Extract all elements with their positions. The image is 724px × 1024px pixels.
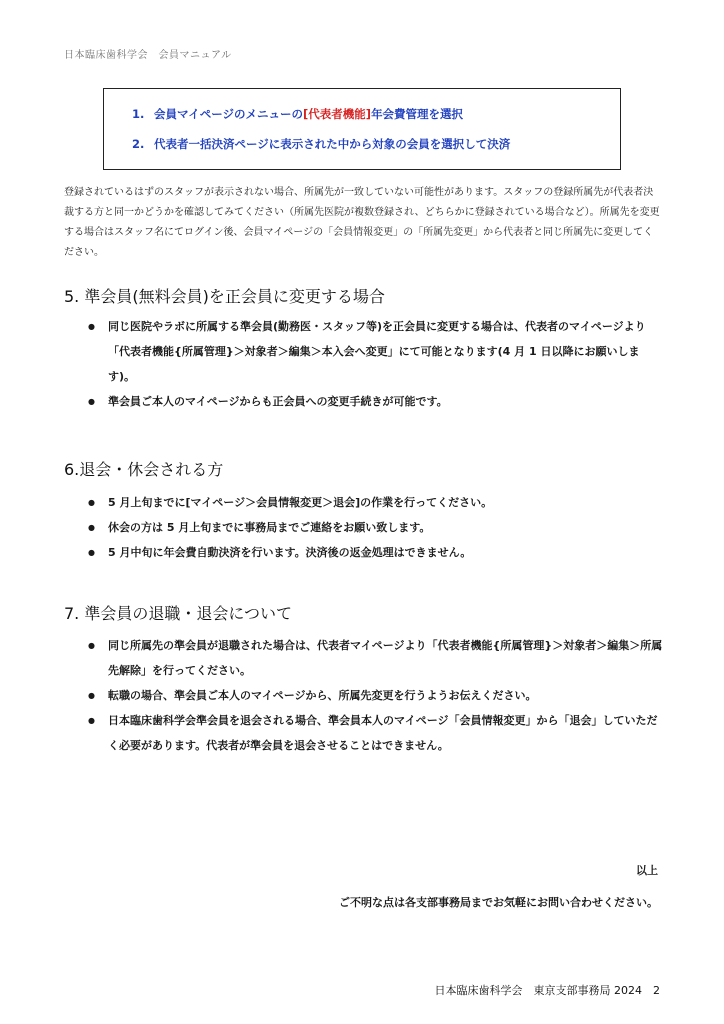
section-7-title: 7. 準会員の退職・退会について [64,604,293,623]
step-item-1 [132,106,463,122]
step-number: 2. [132,137,145,151]
section-5-title: 5. 準会員(無料会員)を正会員に変更する場合 [64,287,385,306]
closing-mark: 以上 [636,864,658,877]
section-6-list [88,490,664,565]
page-footer: 日本臨床歯科学会 東京支部事務局 2024 2 [434,984,660,997]
section-6-title: 6.退会・休会される方 [64,460,224,479]
staff-note-text: 登録されているはずのスタッフが表示されない場合、所属先が一致していない可能性があります。スタッフの登録所属先が代表者決裁する方と同一かどうかを確認してみてください（所属先医院が複数登録され、どちらかに登録されている場合など）。所属先を変更する場合はスタッフ名にてログイン後、会員マイページの「会員情報変更」の「所属先変更」から代表者と同じ所属先に変更してください。 [64,187,660,258]
step-text-highlight: [代表者機能] [303,107,372,121]
step-text: 代表者一括決済ページに表示された中から対象の会員を選択して決済 [154,137,511,151]
staff-note [64,183,660,263]
step-text-post: 年会費管理を選択 [371,107,464,121]
step-item-2 [132,136,510,152]
list-item: ● 同じ医院やラボに所属する準会員(勤務医・スタッフ等)を正会員に変更する場合は、代表者のマイページより「代表者機能{所属管理}＞対象者＞編集＞本入会へ変更」にて可能となります(4 月 1 日以降にお願いします)。 [88,314,664,389]
document-header: 日本臨床歯科学会 会員マニュアル [64,50,232,61]
list-item: ● 5 月上旬までに[マイページ＞会員情報変更＞退会]の作業を行ってください。 [88,490,664,515]
list-item: ● 同じ所属先の準会員が退職された場合は、代表者マイページより「代表者機能{所属管理}＞対象者＞編集＞所属先解除」を行ってください。 [88,633,664,683]
list-item: ● 準会員ご本人のマイページからも正会員への変更手続きが可能です。 [88,389,664,414]
list-item: ● 5 月中旬に年会費自動決済を行います。決済後の返金処理はできません。 [88,540,664,565]
contact-note: ご不明な点は各支部事務局までお気軽にお問い合わせください。 [339,896,658,909]
step-number: 1. [132,107,145,121]
section-5-list [88,314,664,414]
list-item: ● 休会の方は 5 月上旬までに事務局までご連絡をお願い致します。 [88,515,664,540]
list-item: ● 日本臨床歯科学会準会員を退会される場合、準会員本人のマイページ「会員情報変更」から「退会」していただく必要があります。代表者が準会員を退会させることはできません。 [88,708,664,758]
step-text-pre: 会員マイページのメニューの [154,107,304,121]
section-7-list [88,633,664,758]
list-item: ● 転職の場合、準会員ご本人のマイページから、所属先変更を行うようお伝えください。 [88,683,664,708]
steps-box [103,88,621,170]
